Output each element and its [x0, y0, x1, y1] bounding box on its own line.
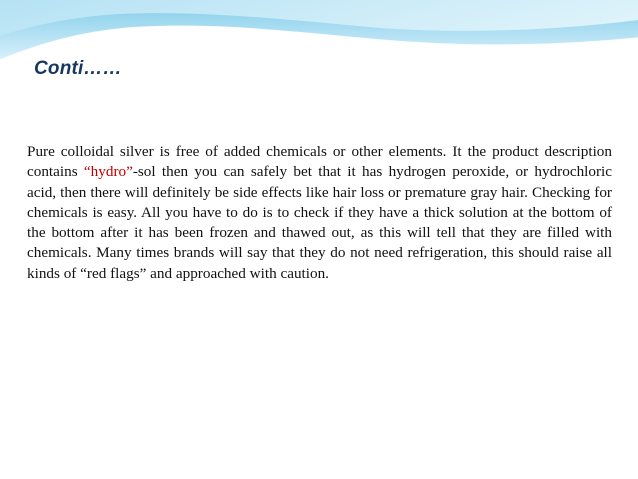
slide-body-paragraph — [27, 142, 612, 284]
paragraph-text-start: Pure colloidal silver is free of added chemicals or other elements. It the product description contains — [27, 143, 612, 181]
slide-title: Conti…… — [34, 58, 122, 79]
highlighted-term: “hydro” — [83, 163, 133, 181]
paragraph-text-end: -sol then you can safely bet that it has hydrogen peroxide, or hydrochloric acid, then there will definitely be side effects like hair loss or premature gray hair. Checking for chemicals is easy. All you have to do is to check if they have a thick solution at the bottom of the bottom after it has been frozen and thawed out, as this will tell that they are filled with chemicals. Many times brands will say that they do not need refrigeration, this should raise all kinds of “red flags” and approached with caution. — [27, 163, 612, 282]
